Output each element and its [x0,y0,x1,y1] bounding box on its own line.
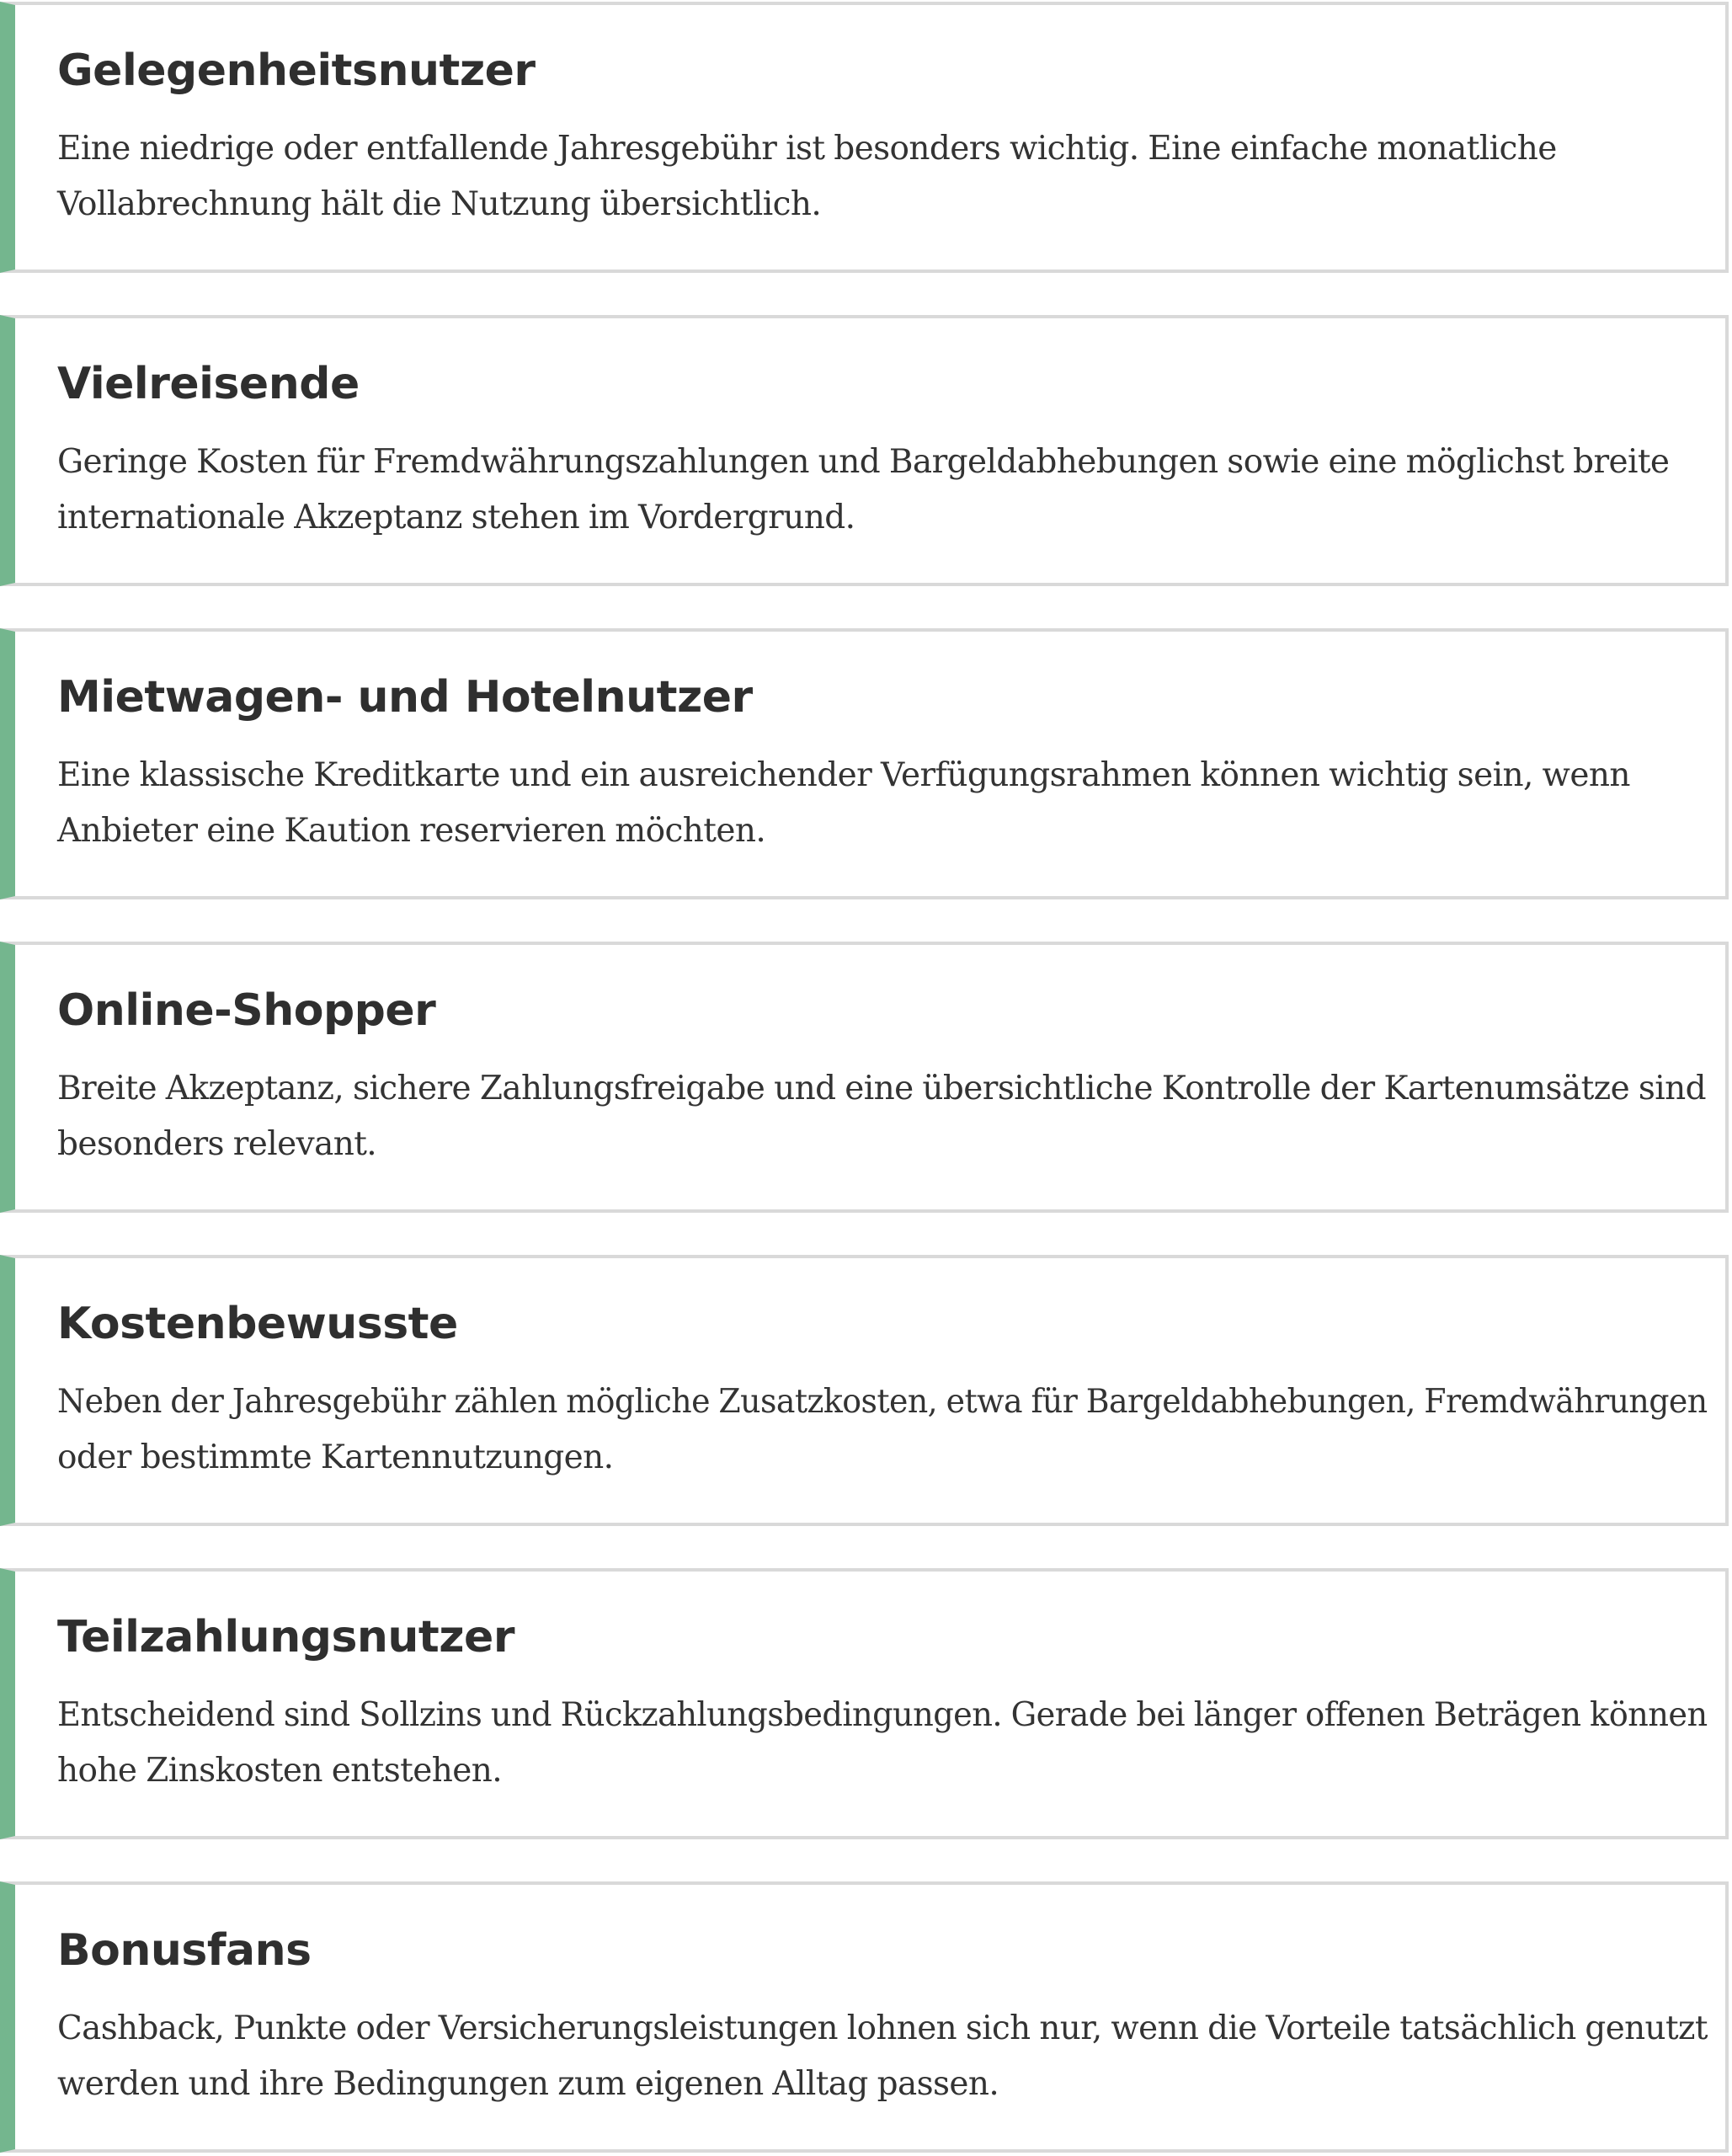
user-type-card-frequent-travelers [0,315,1729,586]
card-description [57,121,1708,232]
card-title: Vielreisende [57,359,360,409]
card-description-line: Entscheidend sind Sollzins und Rückzahlungsbedingungen. Gerade bei länger offenen Beträgen können [57,1696,1708,1734]
card-description-line: Neben der Jahresgebühr zählen mögliche Zusatzkosten, etwa für Bargeldabhebungen, Fremdwährungen [57,1383,1708,1421]
card-description-line: internationale Akzeptanz stehen im Vordergrund. [57,499,855,536]
card-description [57,1374,1708,1486]
card-description [57,2001,1708,2112]
card-description-line: Anbieter eine Kaution reservieren möchten. [57,812,766,850]
card-description-line: Geringe Kosten für Fremdwährungszahlungen und Bargeldabhebungen sowie eine möglichst breite [57,443,1670,481]
card-description-line: Vollabrechnung hält die Nutzung übersichtlich. [57,185,822,223]
card-description-line: besonders relevant. [57,1125,377,1163]
card-description [57,1688,1708,1799]
card-description-line: oder bestimmte Kartennutzungen. [57,1438,614,1476]
card-title: Online-Shopper [57,985,436,1036]
user-type-card-rental-hotel [0,628,1729,899]
user-type-card-cost-conscious [0,1255,1729,1526]
card-title: Kostenbewusste [57,1299,458,1349]
user-type-card-bonus-fans [0,1881,1729,2153]
user-type-card-installment [0,1568,1729,1839]
card-title: Bonusfans [57,1925,312,1976]
card-description-line: hohe Zinskosten entstehen. [57,1752,503,1790]
card-description [57,1061,1708,1172]
card-description [57,435,1708,546]
card-title: Teilzahlungsnutzer [57,1612,514,1662]
card-description [57,748,1708,859]
user-type-card-occasional [0,2,1729,273]
card-title: Gelegenheitsnutzer [57,45,536,96]
card-description-line: Eine klassische Kreditkarte und ein ausreichender Verfügungsrahmen können wichtig sein, wenn [57,756,1630,794]
card-description-line: Breite Akzeptanz, sichere Zahlungsfreigabe und eine übersichtliche Kontrolle der Kartenumsätze sind [57,1070,1707,1107]
card-description-line: werden und ihre Bedingungen zum eigenen Alltag passen. [57,2065,999,2103]
card-description-line: Cashback, Punkte oder Versicherungsleistungen lohnen sich nur, wenn die Vorteile tatsächlich genutzt [57,2009,1708,2047]
card-description-line: Eine niedrige oder entfallende Jahresgebühr ist besonders wichtig. Eine einfache monatliche [57,130,1557,168]
user-type-card-online-shoppers [0,942,1729,1213]
card-title: Mietwagen- und Hotelnutzer [57,672,753,723]
